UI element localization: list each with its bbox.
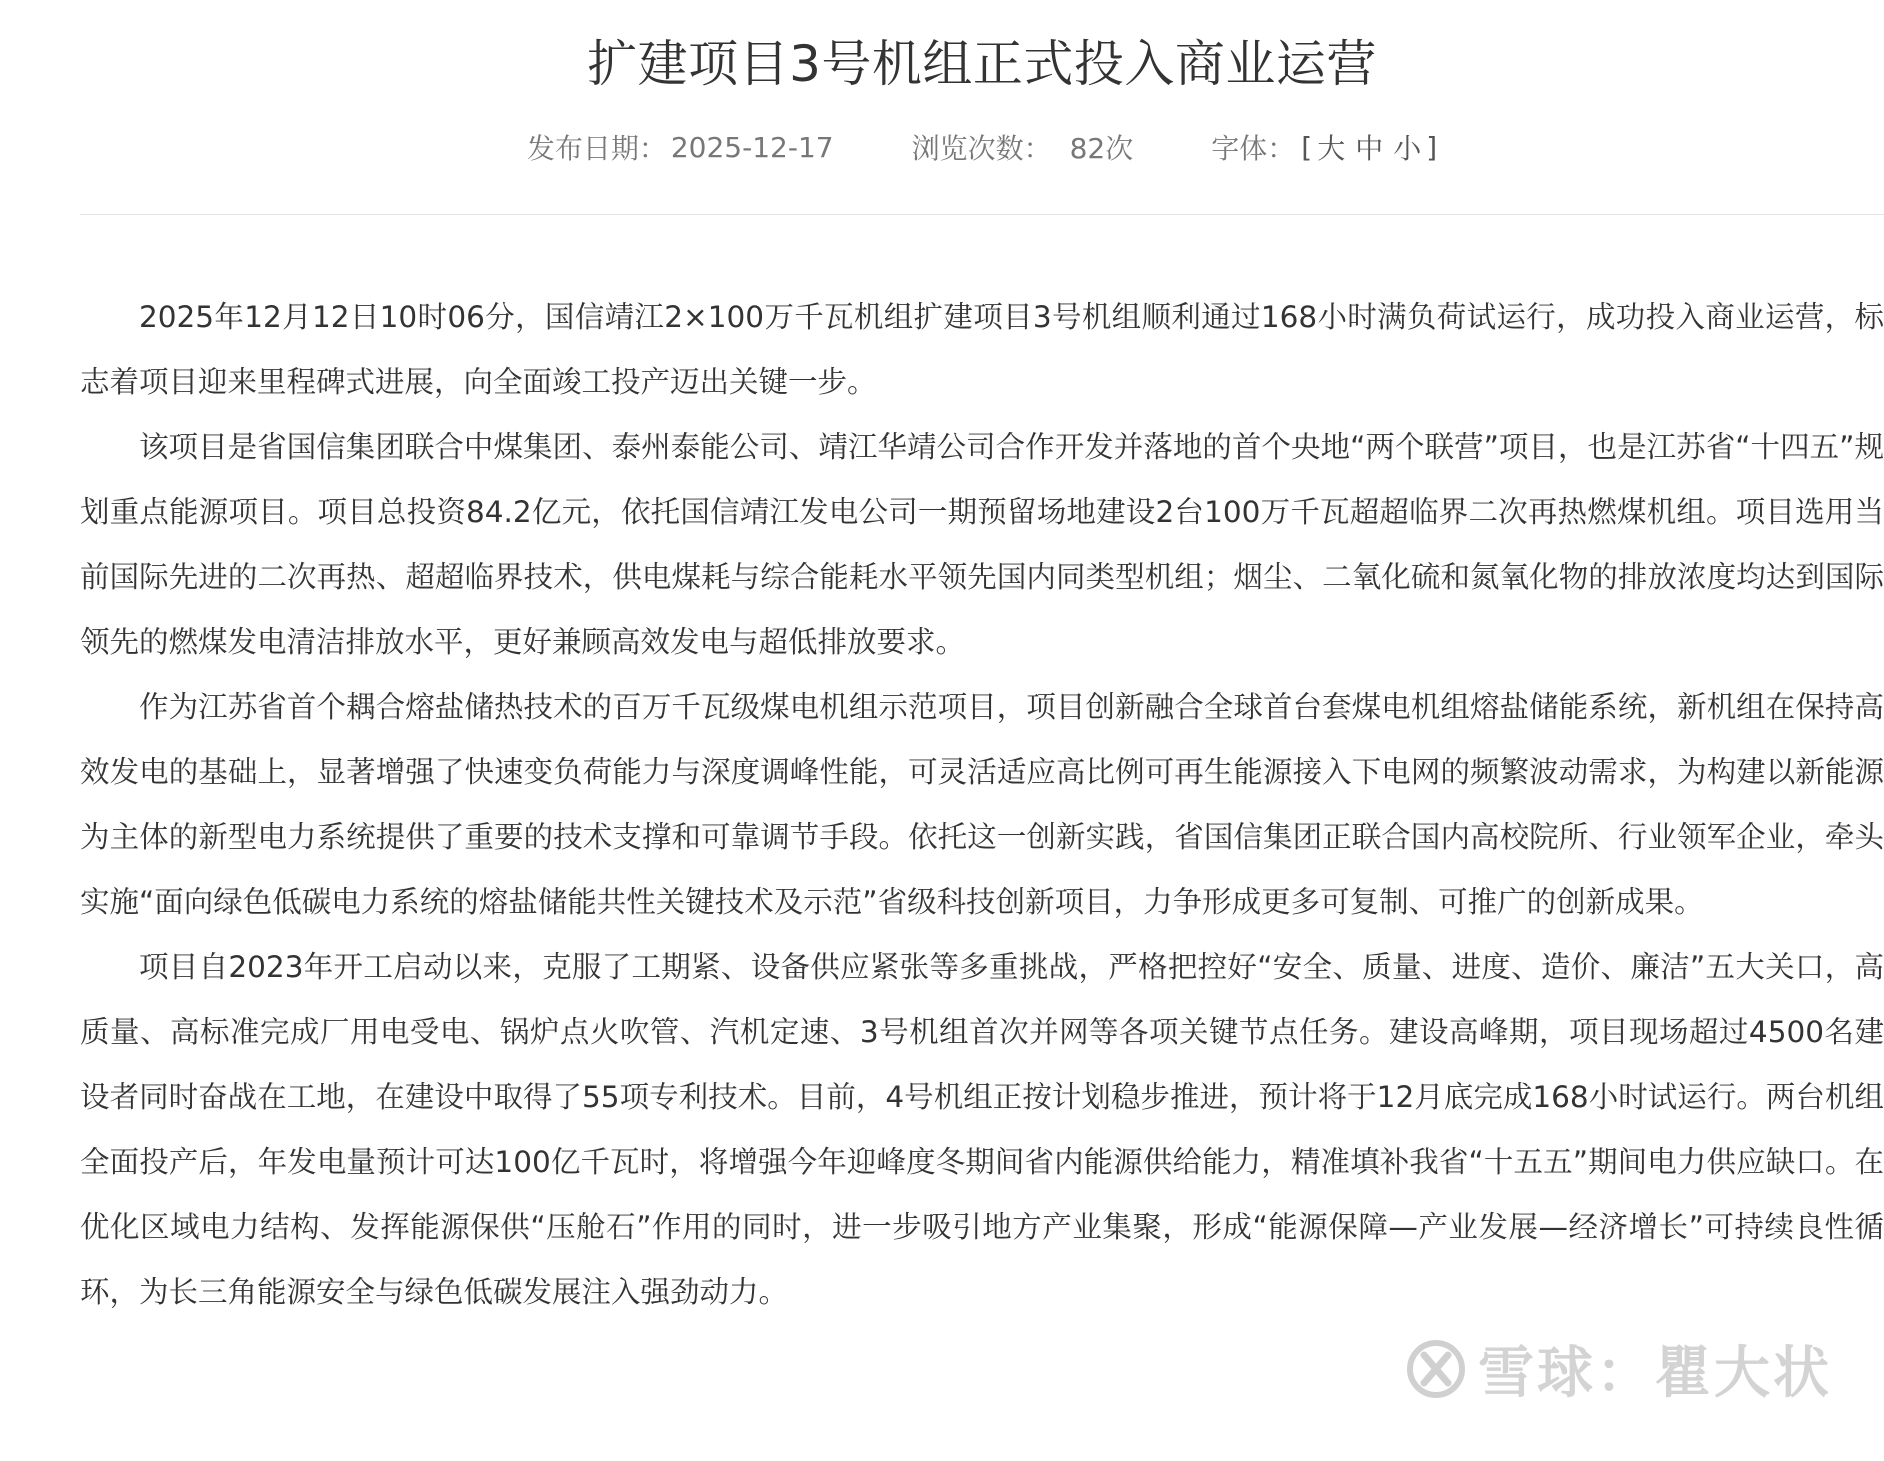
font-size-large-button[interactable]: 大	[1317, 132, 1346, 165]
font-bracket-close: ]	[1426, 130, 1438, 164]
font-size-selector	[1211, 127, 1437, 167]
article-paragraph-3: 作为江苏省首个耦合熔盐储热技术的百万千瓦级煤电机组示范项目，项目创新融合全球首台套煤电机组熔盐储能系统，新机组在保持高效发电的基础上，显著增强了快速变负荷能力与深度调峰性能，可灵活适应高比例可再生能源接入下电网的频繁波动需求，为构建以新能源为主体的新型电力系统提供了重要的技术支撑和可靠调节手段。依托这一创新实践，省国信集团正联合国内高校院所、行业领军企业，牵头实施“面向绿色低碳电力系统的熔盐储能共性关键技术及示范”省级科技创新项目，力争形成更多可复制、可推广的创新成果。	[80, 690, 1884, 919]
article-title: 扩建项目3号机组正式投入商业运营	[587, 35, 1377, 93]
font-size-label: 字体：	[1211, 132, 1296, 165]
publish-date	[527, 127, 834, 167]
font-bracket-open: [	[1301, 130, 1313, 164]
font-size-medium-button[interactable]: 中	[1355, 132, 1384, 165]
watermark	[1404, 1329, 1832, 1409]
publish-date-label: 发布日期：	[526, 132, 667, 165]
article-paragraph-1: 2025年12月12日10时06分，国信靖江2×100万千瓦机组扩建项目3号机组顺利通过168小时满负荷试运行，成功投入商业运营，标志着项目迎来里程碑式进展，向全面竣工投产迈出关键一步。	[80, 300, 1884, 399]
article-paragraph-4: 项目自2023年开工启动以来，克服了工期紧、设备供应紧张等多重挑战，严格把控好“安全、质量、进度、造价、廉洁”五大关口，高质量、高标准完成厂用电受电、锅炉点火吹管、汽机定速、3号机组首次并网等各项关键节点任务。建设高峰期，项目现场超过4500名建设者同时奋战在工地，在建设中取得了55项专利技术。目前，4号机组正按计划稳步推进，预计将于12月底完成168小时试运行。两台机组全面投产后，年发电量预计可达100亿千瓦时，将增强今年迎峰度冬期间省内能源供给能力，精准填补我省“十五五”期间电力供应缺口。在优化区域电力结构、发挥能源保供“压舱石”作用的同时，进一步吸引地方产业集聚，形成“能源保障—产业发展—经济增长”可持续良性循环，为长三角能源安全与绿色低碳发展注入强劲动力。	[80, 950, 1884, 1309]
publish-date-value: 2025-12-17	[670, 130, 834, 164]
xueqiu-logo-icon	[1404, 1337, 1468, 1401]
article-meta	[80, 127, 1884, 167]
article-container	[80, 0, 1884, 1325]
view-count-label: 浏览次数：	[911, 132, 1052, 165]
view-count	[912, 127, 1134, 167]
font-size-options	[1301, 127, 1437, 167]
article-body	[80, 285, 1884, 1325]
view-count-value: 82次	[1069, 132, 1134, 165]
header-divider	[80, 214, 1884, 215]
watermark-text: 雪球：瞿大状	[1478, 1341, 1832, 1406]
article-paragraph-2: 该项目是省国信集团联合中煤集团、泰州泰能公司、靖江华靖公司合作开发并落地的首个央地“两个联营”项目，也是江苏省“十四五”规划重点能源项目。项目总投资84.2亿元，依托国信靖江发电公司一期预留场地建设2台100万千瓦超超临界二次再热燃煤机组。项目选用当前国际先进的二次再热、超超临界技术，供电煤耗与综合能耗水平领先国内同类型机组；烟尘、二氧化硫和氮氧化物的排放浓度均达到国际领先的燃煤发电清洁排放水平，更好兼顾高效发电与超低排放要求。	[80, 430, 1884, 659]
font-size-small-button[interactable]: 小	[1393, 132, 1422, 165]
